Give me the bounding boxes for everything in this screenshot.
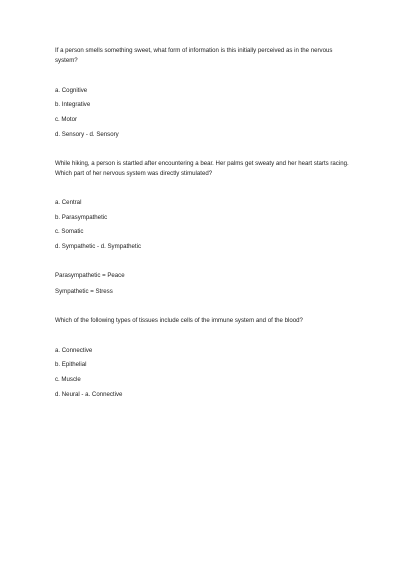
- question-1-option-a: a. Cognitive: [55, 87, 88, 94]
- question-2-prompt: While hiking, a person is startled after encountering a bear. Her palms get sweaty and her heart starts racing. Which part of her nervous system was directly stimulated?: [55, 160, 349, 177]
- question-3-option-a: a. Connective: [55, 347, 93, 354]
- note-parasympathetic: Parasympathetic = Peace: [55, 272, 125, 279]
- question-2-option-b: b. Parasympathetic: [55, 214, 108, 221]
- note-sympathetic: Sympathetic = Stress: [55, 288, 113, 295]
- question-3-option-c: c. Muscle: [55, 376, 81, 383]
- question-1-option-d: d. Sensory - d. Sensory: [55, 131, 119, 138]
- question-1-option-c: c. Motor: [55, 116, 78, 123]
- question-1-prompt: If a person smells something sweet, what form of information is this initially perceived as in the nervous system?: [55, 47, 333, 64]
- question-3-prompt: Which of the following types of tissues include cells of the immune system and of the blood?: [55, 317, 303, 324]
- question-1-option-b: b. Integrative: [55, 101, 91, 108]
- question-2-option-c: c. Somatic: [55, 228, 84, 235]
- question-2-option-a: a. Central: [55, 199, 82, 206]
- question-3-option-d: d. Neural - a. Connective: [55, 391, 123, 398]
- question-3-option-b: b. Epithelial: [55, 361, 87, 368]
- question-2-option-d: d. Sympathetic - d. Sympathetic: [55, 243, 142, 250]
